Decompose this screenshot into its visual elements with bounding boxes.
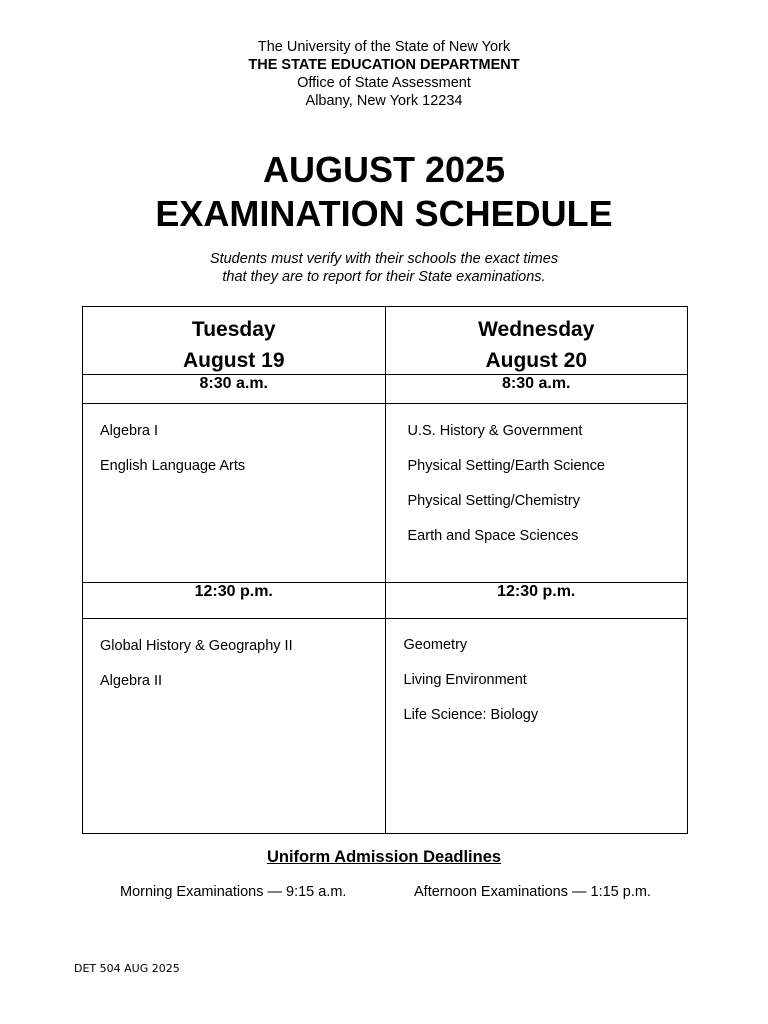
letterhead xyxy=(0,38,768,110)
day-header-tuesday xyxy=(83,307,386,375)
instruction-note xyxy=(0,250,768,286)
morning-time-row xyxy=(83,375,688,404)
exam-item: Global History & Geography II xyxy=(100,638,293,654)
exam-item: Geometry xyxy=(403,637,468,653)
afternoon-exams-wednesday xyxy=(385,619,688,834)
department-name: THE STATE EDUCATION DEPARTMENT xyxy=(248,57,520,73)
deadlines-heading: Uniform Admission Deadlines xyxy=(266,848,502,866)
afternoon-time-wednesday: 12:30 p.m. xyxy=(385,583,688,619)
morning-time-tuesday: 8:30 a.m. xyxy=(83,375,386,404)
day-header-wednesday xyxy=(385,307,688,375)
exam-item: Living Environment xyxy=(403,672,527,688)
date-label: August 19 xyxy=(182,349,285,372)
title-month: AUGUST 2025 xyxy=(262,149,506,190)
afternoon-exams-tuesday xyxy=(83,619,386,834)
morning-deadline: Morning Examinations — 9:15 a.m. xyxy=(120,884,347,900)
afternoon-time-row xyxy=(83,583,688,619)
day-header-row xyxy=(83,307,688,375)
date-label: August 20 xyxy=(485,349,587,372)
office-address: Albany, New York 12234 xyxy=(305,93,463,109)
exam-item: Physical Setting/Chemistry xyxy=(407,493,580,509)
schedule-table xyxy=(82,306,688,834)
exam-item: Algebra II xyxy=(100,673,163,689)
page-title xyxy=(0,148,768,236)
form-code: DET 504 AUG 2025 xyxy=(74,962,180,975)
title-schedule: EXAMINATION SCHEDULE xyxy=(155,193,613,234)
afternoon-time-tuesday: 12:30 p.m. xyxy=(83,583,386,619)
afternoon-deadline: Afternoon Examinations — 1:15 p.m. xyxy=(414,884,651,900)
exam-item: U.S. History & Government xyxy=(407,423,583,439)
morning-exams-row xyxy=(83,404,688,583)
weekday-label: Wednesday xyxy=(478,318,595,341)
exam-item: Life Science: Biology xyxy=(403,707,539,723)
exam-item: Physical Setting/Earth Science xyxy=(407,458,605,474)
note-line-2: that they are to report for their State examinations. xyxy=(222,269,546,285)
office-name: Office of State Assessment xyxy=(297,75,471,91)
morning-time-wednesday: 8:30 a.m. xyxy=(385,375,688,404)
afternoon-exams-row xyxy=(83,619,688,834)
morning-exams-tuesday xyxy=(83,404,386,583)
exam-item: Algebra I xyxy=(100,423,159,439)
note-line-1: Students must verify with their schools the exact times xyxy=(209,251,559,267)
morning-exams-wednesday xyxy=(385,404,688,583)
university-name: The University of the State of New York xyxy=(257,39,511,55)
weekday-label: Tuesday xyxy=(191,318,276,341)
exam-item: Earth and Space Sciences xyxy=(407,528,579,544)
exam-item: English Language Arts xyxy=(100,458,246,474)
